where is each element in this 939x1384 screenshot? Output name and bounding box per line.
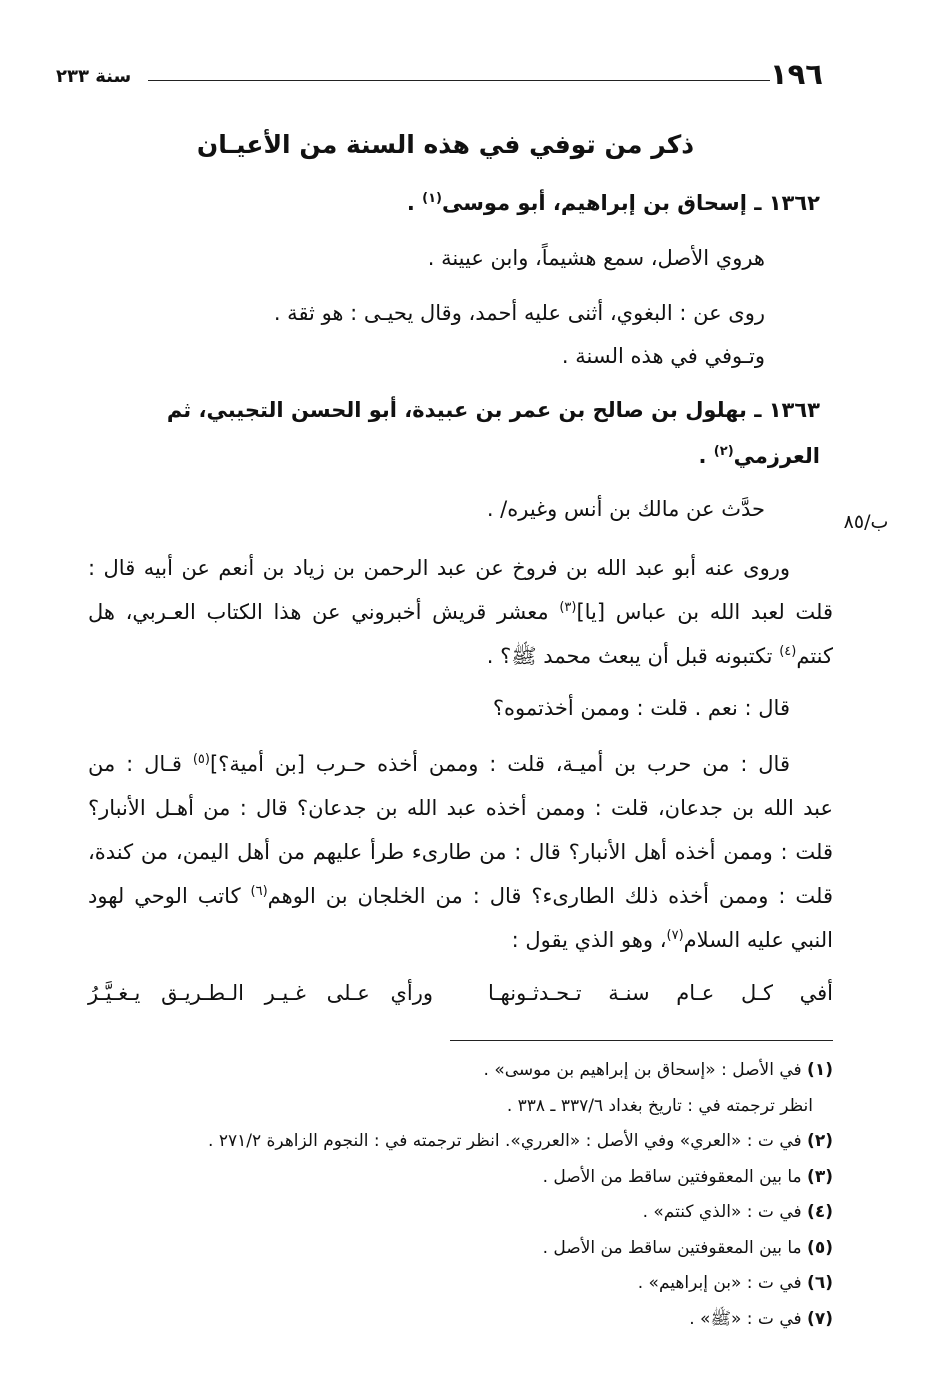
- entry-1362-origin: هروي الأصل، سمع هشيماً، وابن عيينة .: [427, 246, 765, 270]
- text-line: [88, 742, 833, 786]
- footnote-text: في ت : «ﷺ» .: [689, 1308, 802, 1329]
- poetry-verse: [88, 971, 833, 1015]
- main-text: [88, 120, 833, 1337]
- footnote-marker: (٥): [807, 1237, 833, 1258]
- footnote: [88, 1160, 833, 1196]
- text-line: [88, 786, 833, 830]
- footnote: [88, 1053, 833, 1089]
- entry-1362-narrators: روى عن : البغوي، أثنى عليه أحمد، وقال يحيـى : هو ثقة .: [273, 301, 765, 325]
- page-number: ١٩٦: [769, 57, 823, 91]
- entry-1363-heading: [88, 387, 833, 479]
- line-text: قال : من حرب بن أميـة، قلت : وممن أخذه حـرب [بن أمية؟]: [209, 752, 790, 776]
- entry-heading-end: .: [698, 444, 714, 468]
- entry-heading-text: ١٣٦٣ ـ بهلول بن صالح بن عمر بن عبيدة، أبو الحسن التجيبي، ثم العرزمي: [166, 398, 820, 468]
- text-line: [88, 590, 833, 634]
- footnote-text: ما بين المعقوفتين ساقط من الأصل .: [542, 1237, 802, 1258]
- line-text: كنتم: [796, 644, 833, 668]
- manuscript-folio-note: ب/٨٥: [843, 511, 889, 533]
- footnote-ref: (١): [422, 191, 442, 206]
- footnote: [88, 1302, 833, 1338]
- entry-1363-text: حدَّث عن مالك بن أنس وغيره/ .: [486, 497, 765, 521]
- footnote-marker: (٣): [807, 1166, 833, 1187]
- narration-paragraph: [88, 546, 833, 678]
- text-line: [88, 918, 833, 962]
- line-text: قلت : وممن أخذه أهل الأنبار؟ قال : من طارىء طرأ عليهم من أهل اليمن، من كندة،: [88, 840, 833, 864]
- line-text: قـال : من: [88, 752, 193, 776]
- line-text: معشر قريش أخبروني عن هذا الكتاب العـربي، هل: [88, 600, 560, 624]
- text-line: [88, 546, 833, 590]
- line-text: عبد الله بن جدعان، قلت : وممن أخذه عبد الله بن جدعان؟ قال : من أهـل الأنبار؟: [88, 796, 833, 820]
- line-text: النبي عليه السلام: [683, 928, 833, 952]
- footnote-ref: (٣): [559, 600, 577, 615]
- footnote: [88, 1266, 833, 1302]
- verse-first-hemistich: أفي كـل عـام سنـة تـحـدثـونهـا: [488, 981, 833, 1005]
- footnote-continuation: [88, 1089, 833, 1125]
- footnote-ref: (٢): [713, 444, 734, 459]
- line-text: قلت : وممن أخذه ذلك الطارىء؟ قال : من الخلجان بن الوهم: [267, 884, 833, 908]
- line-text: وروى عنه أبو عبد الله بن فروخ عن عبد الرحمن بن زياد بن أنعم عن أبيه قال :: [88, 556, 790, 580]
- reply-line: قال : نعم . قلت : وممن أخذتموه؟: [492, 696, 790, 720]
- line-text: ، وهو الذي يقول :: [511, 928, 667, 952]
- footnote-marker: (٦): [807, 1273, 833, 1293]
- footnote-text: في الأصل : «إسحاق بن إبراهيم بن موسى» .: [483, 1060, 802, 1080]
- entry-heading-text: ١٣٦٢ ـ إسحاق بن إبراهيم، أبو موسى: [442, 191, 820, 215]
- line-text: كاتب الوحي لهود: [88, 884, 251, 908]
- footnote-text: في ت : «الذي كنتم» .: [642, 1202, 802, 1222]
- entry-heading-end: .: [406, 191, 423, 215]
- line-text: تكتبونه قبل أن يبعث محمد ﷺ؟ .: [486, 644, 780, 668]
- footnote-ref: (٧): [666, 928, 684, 943]
- verse-second-hemistich: ورأي عـلى غـيـر الـطـريـق يـغـيَّـرُ: [88, 981, 433, 1005]
- footnote-ref: (٦): [250, 884, 268, 899]
- footnote-marker: (١): [807, 1060, 833, 1080]
- footnotes: [88, 1053, 833, 1337]
- header-rule: [148, 80, 770, 81]
- footnote-ref: (٤): [779, 644, 797, 659]
- footnote-separator: [450, 1040, 833, 1041]
- text-line: [88, 874, 833, 918]
- footnote-text: في ت : «العري» وفي الأصل : «العرري». انظر ترجمته في : النجوم الزاهرة ٢٧١/٢ .: [208, 1131, 802, 1151]
- footnote-marker: (٤): [807, 1202, 833, 1222]
- entry-1362-death: وتـوفي في هذه السنة .: [561, 344, 765, 368]
- footnote: [88, 1231, 833, 1267]
- footnote: [88, 1195, 833, 1231]
- footnote-marker: (٧): [807, 1308, 833, 1329]
- chain-paragraph: [88, 742, 833, 962]
- footnote-text: في ت : «بن إبراهيم» .: [637, 1273, 802, 1293]
- section-title: ذكر من توفي في هذه السنة من الأعيـان: [196, 130, 695, 159]
- footnote-text: انظر ترجمته في : تاريخ بغداد ٣٣٧/٦ ـ ٣٣٨ .: [506, 1095, 813, 1116]
- footnote-ref: (٥): [192, 752, 210, 767]
- running-title: سنة ٢٣٣: [56, 66, 132, 87]
- entry-1362-heading: [88, 180, 833, 226]
- line-text: قلت لعبد الله بن عباس [يا]: [576, 600, 833, 624]
- footnote-marker: (٢): [807, 1131, 833, 1151]
- text-line: [88, 830, 833, 874]
- footnote: [88, 1124, 833, 1160]
- footnote-text: ما بين المعقوفتين ساقط من الأصل .: [542, 1166, 802, 1187]
- text-line: [88, 634, 833, 678]
